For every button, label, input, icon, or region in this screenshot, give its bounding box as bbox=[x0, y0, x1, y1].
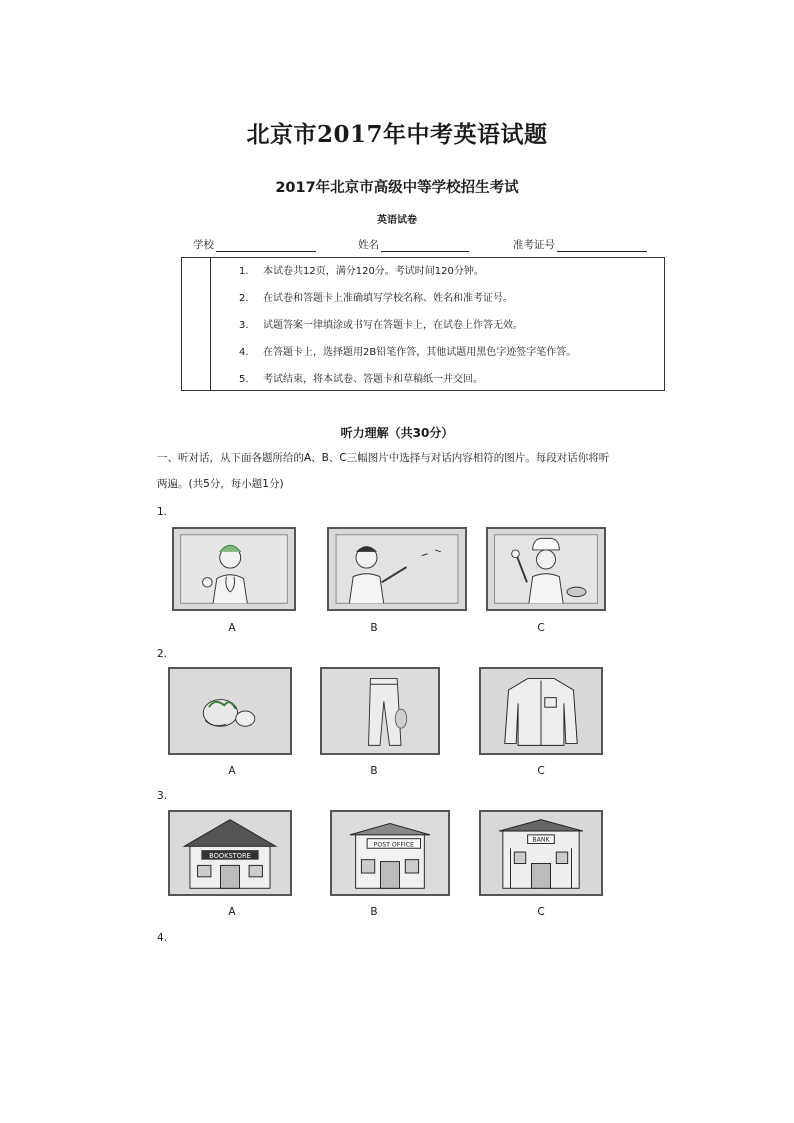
notice-item bbox=[239, 291, 649, 318]
option-label: B bbox=[370, 622, 378, 634]
school-label: 学校 bbox=[193, 239, 214, 251]
notice-box bbox=[181, 257, 665, 391]
notice-text: 本试卷共12页，满分120分。考试时间120分钟。 bbox=[263, 266, 484, 277]
post-office-sign: POST OFFICE bbox=[373, 841, 414, 849]
option-label: A bbox=[228, 765, 236, 777]
option-label: B bbox=[370, 906, 378, 918]
notice-number: 1. bbox=[239, 266, 249, 277]
instruction-line: 两遍。(共5分，每小题1分) bbox=[157, 478, 284, 490]
instruction-line: 一、听对话，从下面各题所给的A、B、C三幅图片中选择与对话内容相符的图片。每段对话你将听 bbox=[157, 452, 610, 464]
post-office-picture bbox=[330, 810, 450, 896]
exam-subtitle: 2017年北京市高级中等学校招生考试 bbox=[275, 180, 519, 196]
school-field bbox=[193, 237, 316, 252]
option-label: B bbox=[370, 765, 378, 777]
notice-text: 在试卷和答题卡上准确填写学校名称、姓名和准考证号。 bbox=[263, 293, 513, 304]
notice-number: 4. bbox=[239, 347, 249, 358]
notice-text: 考试结束，将本试卷、答题卡和草稿纸一并交回。 bbox=[263, 374, 483, 385]
notice-item bbox=[239, 318, 649, 345]
bookstore-sign: BOOKSTORE bbox=[209, 851, 251, 860]
notice-item bbox=[239, 264, 649, 291]
bookstore-picture bbox=[168, 810, 292, 896]
section-title: 听力理解（共30分） bbox=[340, 426, 454, 440]
page-title: 北京市2017年中考英语试题 bbox=[246, 121, 548, 148]
exam-id-blank bbox=[557, 239, 647, 252]
option-label: A bbox=[228, 622, 236, 634]
bank-sign: BANK bbox=[532, 836, 550, 844]
notice-text: 试题答案一律填涂或书写在答题卡上，在试卷上作答无效。 bbox=[263, 320, 523, 331]
exam-subject: 英语试卷 bbox=[377, 215, 417, 226]
teacher-picture bbox=[327, 527, 467, 611]
question-number: 2. bbox=[157, 648, 168, 660]
notice-divider bbox=[210, 258, 211, 390]
notice-number: 5. bbox=[239, 374, 249, 385]
name-blank bbox=[381, 239, 469, 252]
cook-picture bbox=[486, 527, 606, 611]
shirt-picture bbox=[479, 667, 603, 755]
option-label: C bbox=[537, 765, 545, 777]
question-number: 3. bbox=[157, 790, 168, 802]
notice-list bbox=[239, 264, 649, 399]
notice-number: 3. bbox=[239, 320, 249, 331]
bank-picture bbox=[479, 810, 603, 896]
option-label: A bbox=[228, 906, 236, 918]
question-number: 1. bbox=[157, 506, 168, 518]
exam-id-label: 准考证号 bbox=[513, 239, 555, 251]
notice-number: 2. bbox=[239, 293, 249, 304]
vegetables-picture bbox=[168, 667, 292, 755]
name-field bbox=[358, 237, 469, 252]
notice-item bbox=[239, 372, 649, 399]
notice-text: 在答题卡上，选择题用2B铅笔作答，其他试题用黑色字迹签字笔作答。 bbox=[263, 347, 577, 358]
school-blank bbox=[216, 239, 316, 252]
option-label: C bbox=[537, 622, 545, 634]
option-label: C bbox=[537, 906, 545, 918]
exam-id-field bbox=[513, 237, 647, 252]
notice-item bbox=[239, 345, 649, 372]
question-number: 4. bbox=[157, 932, 168, 944]
doctor-picture bbox=[172, 527, 296, 611]
trousers-picture bbox=[320, 667, 440, 755]
name-label: 姓名 bbox=[358, 239, 379, 251]
